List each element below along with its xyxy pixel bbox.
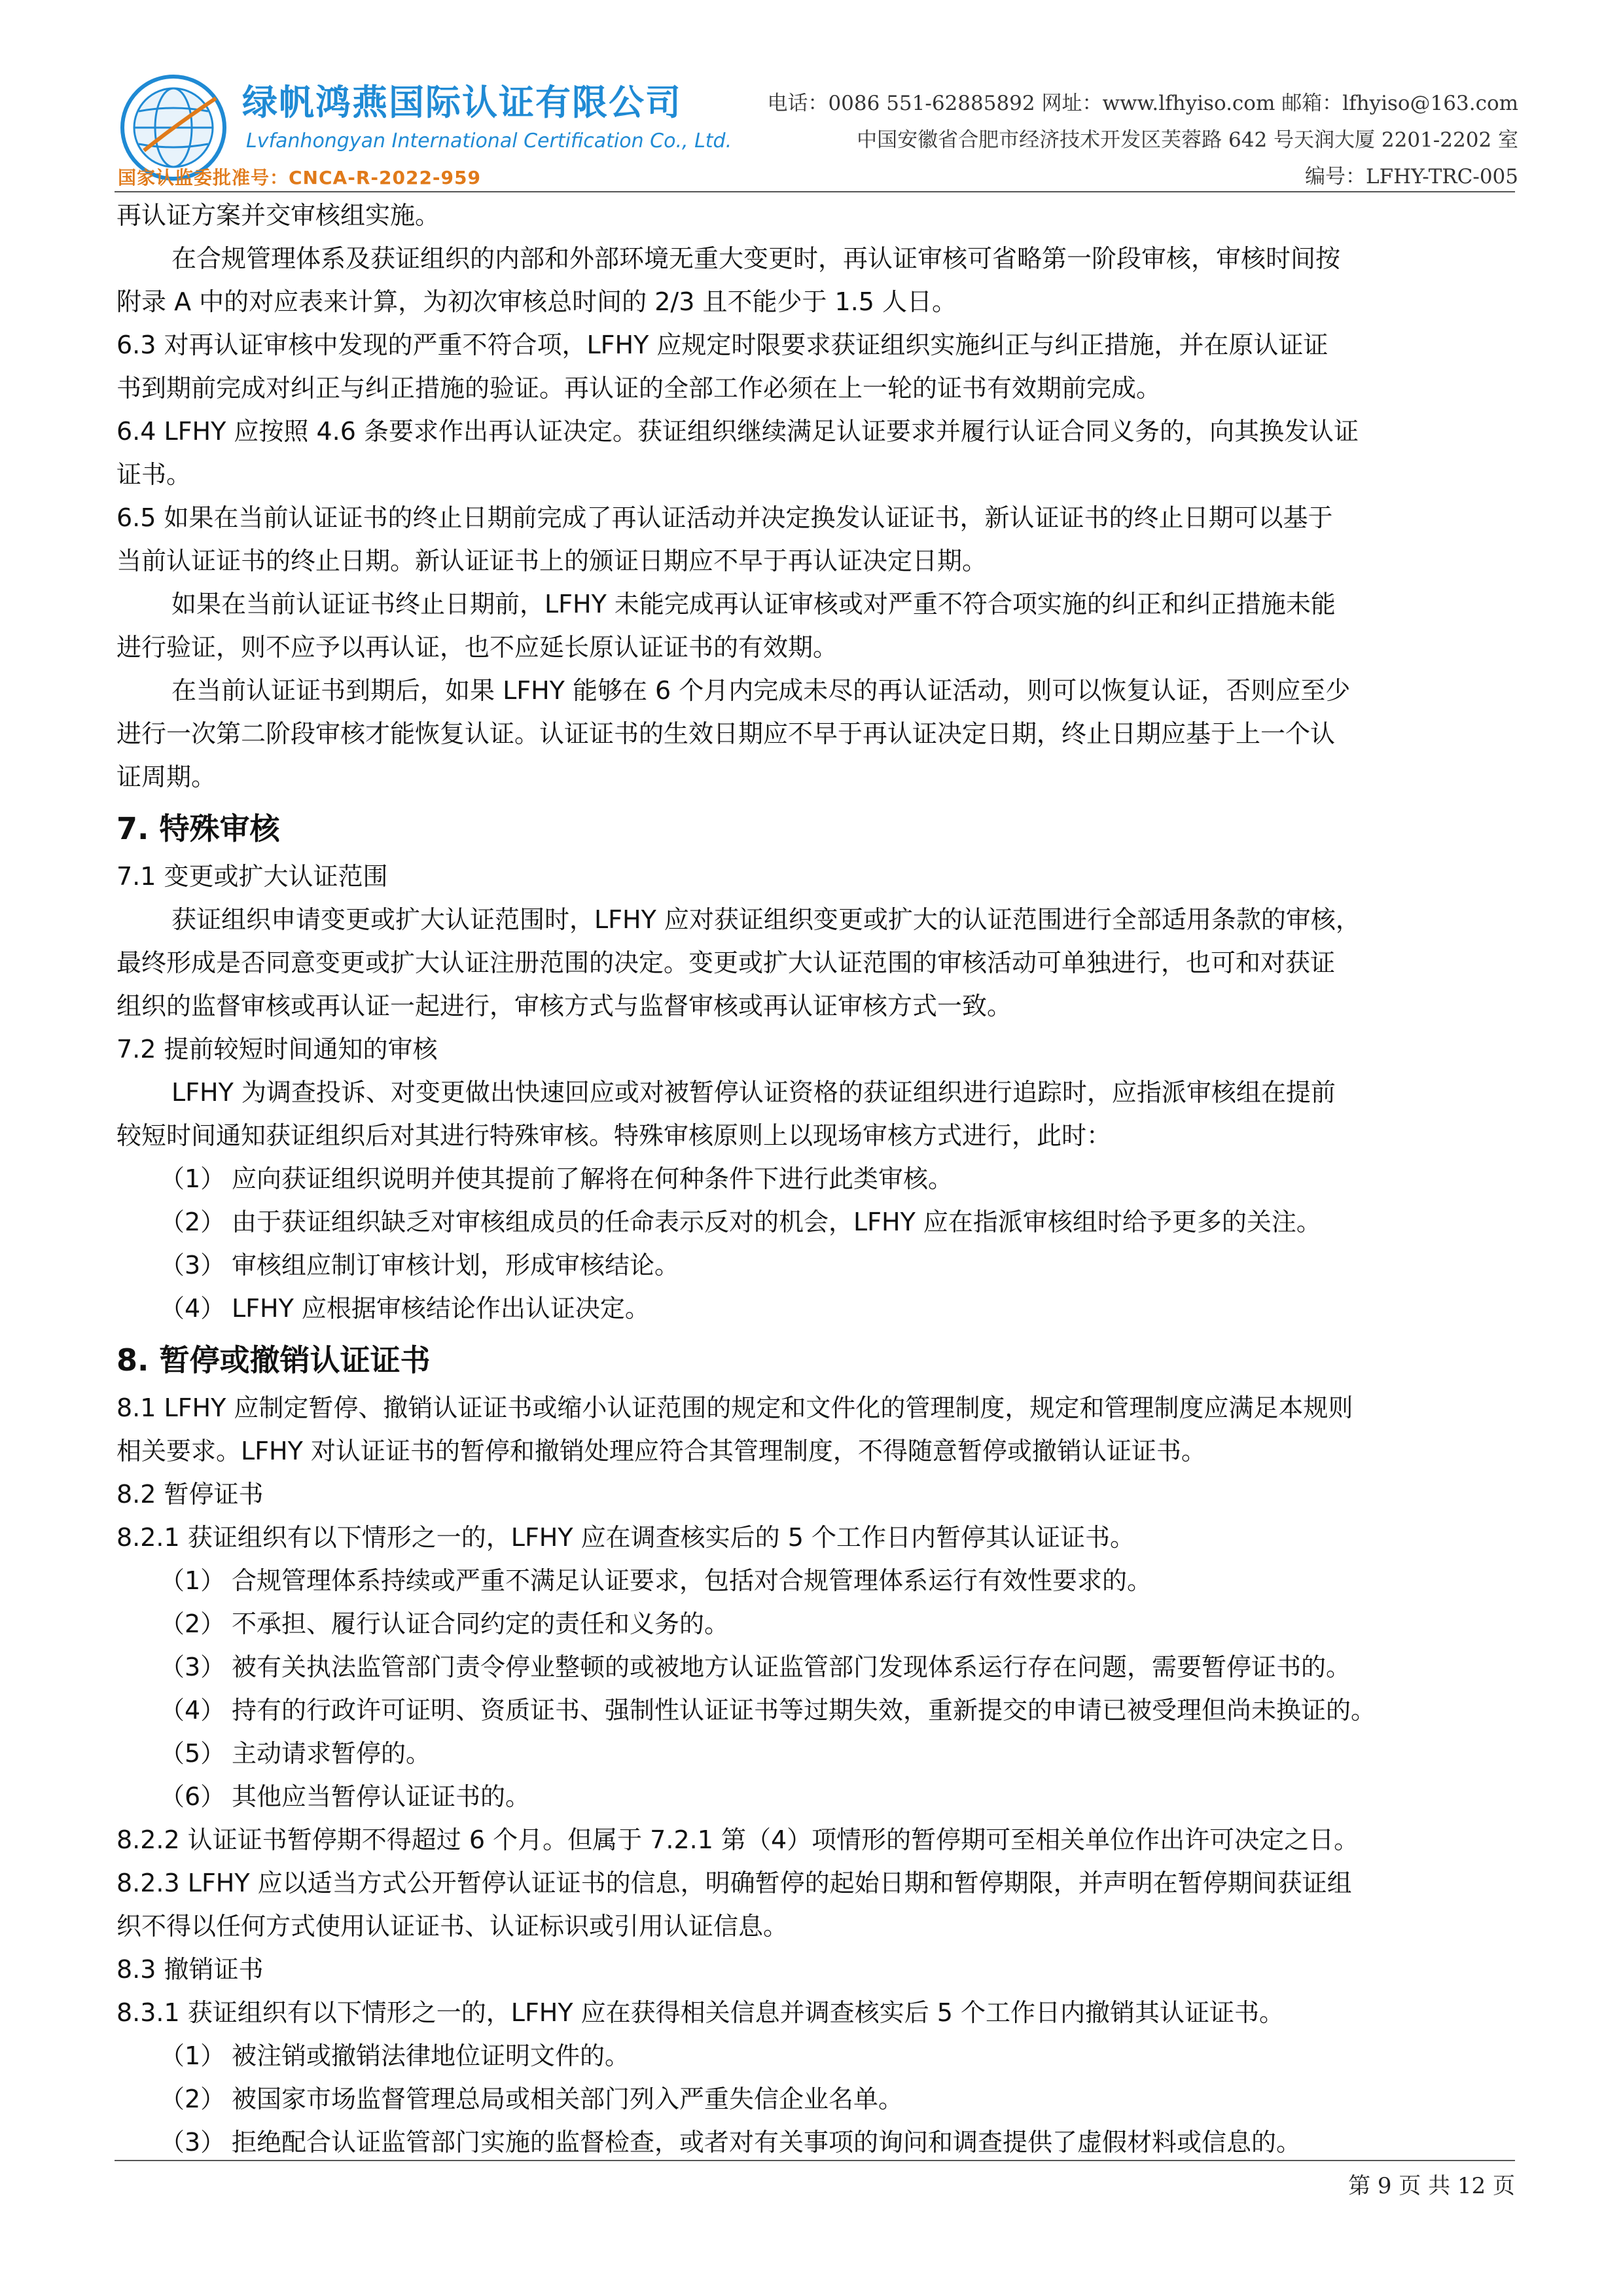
paragraph-line: 相关要求。LFHY 对认证证书的暂停和撤销处理应符合其管理制度，不得随意暂停或撤销认证证书。 <box>116 1437 1206 1465</box>
list-number: （2） <box>160 2085 226 2113</box>
document-number: 编号：LFHY-TRC-005 <box>1305 165 1518 188</box>
list-number: （2） <box>160 1208 226 1236</box>
list-number: （3） <box>160 1653 226 1681</box>
list-text: 持有的行政许可证明、资质证书、强制性认证证书等过期失效，重新提交的申请已被受理但尚未换证的。 <box>232 1696 1376 1725</box>
paragraph-line: 证书。 <box>116 460 192 489</box>
contact-block <box>767 85 1518 195</box>
paragraph-line: 织不得以任何方式使用认证证书、认证标识或引用认证信息。 <box>116 1912 789 1941</box>
list-item <box>116 1200 1517 1244</box>
subsection-heading-7-2: 7.2 提前较短时间通知的审核 <box>116 1035 438 1064</box>
header-divider <box>115 191 1515 192</box>
list-text: 应向获证组织说明并使其提前了解将在何种条件下进行此类审核。 <box>232 1164 954 1193</box>
clause-8-1: 8.1 LFHY 应制定暂停、撤销认证证书或缩小认证范围的规定和文件化的管理制度，规定和管理制度应满足本规则 <box>116 1393 1353 1422</box>
paragraph-line: 当前认证证书的终止日期。新认证证书上的颁证日期应不早于再认证决定日期。 <box>116 547 988 575</box>
list-text: LFHY 应根据审核结论作出认证决定。 <box>232 1294 650 1323</box>
list-text: 其他应当暂停认证证书的。 <box>232 1782 531 1811</box>
list-text: 被注销或撤销法律地位证明文件的。 <box>232 2041 630 2070</box>
clause-6-5: 6.5 如果在当前认证证书的终止日期前完成了再认证活动并决定换发认证证书，新认证证书的终止日期可以基于 <box>116 503 1333 532</box>
clause-8-3-1: 8.3.1 获证组织有以下情形之一的，LFHY 应在获得相关信息并调查核实后 5 个工作日内撤销其认证证书。 <box>116 1998 1285 2027</box>
company-name-en: Lvfanhongyan International Certification Co., Ltd. <box>246 130 732 152</box>
list-item <box>116 1732 1517 1775</box>
clause-8-2-2: 8.2.2 认证证书暂停期不得超过 6 个月。但属于 7.2.1 第（4）项情形的暂停期可至相关单位作出许可决定之日。 <box>116 1825 1359 1854</box>
list-item <box>116 1559 1517 1602</box>
subsection-heading-7-1: 7.1 变更或扩大认证范围 <box>116 862 388 891</box>
contact-line: 电话：0086 551-62885892 网址：www.lfhyiso.com 邮箱：lfhyiso@163.com <box>767 92 1518 115</box>
section-heading-7: 7. 特殊审核 <box>116 811 280 846</box>
paragraph-line: LFHY 为调查投诉、对变更做出快速回应或对被暂停认证资格的获证组织进行追踪时，应指派审核组在提前 <box>171 1078 1336 1107</box>
list-text: 审核组应制订审核计划，形成审核结论。 <box>232 1251 680 1280</box>
list-number: （5） <box>160 1739 226 1768</box>
list-number: （3） <box>160 2128 226 2157</box>
list-item <box>116 1775 1517 1818</box>
list-number: （1） <box>160 1566 226 1595</box>
paragraph-line: 组织的监督审核或再认证一起进行，审核方式与监督审核或再认证审核方式一致。 <box>116 992 1012 1020</box>
list-item <box>116 2077 1517 2121</box>
section-heading-8: 8. 暂停或撤销认证证书 <box>116 1342 431 1378</box>
list-text: 合规管理体系持续或严重不满足认证要求，包括对合规管理体系运行有效性要求的。 <box>232 1566 1152 1595</box>
paragraph-line: 进行验证，则不应予以再认证，也不应延长原认证证书的有效期。 <box>116 633 838 662</box>
paragraph-line: 在合规管理体系及获证组织的内部和外部环境无重大变更时，再认证审核可省略第一阶段审核，审核时间按 <box>171 244 1341 273</box>
subsection-heading-8-3: 8.3 撤销证书 <box>116 1955 264 1984</box>
paragraph-line: 在当前认证证书到期后，如果 LFHY 能够在 6 个月内完成未尽的再认证活动，则可以恢复认证，否则应至少 <box>171 676 1351 705</box>
list-number: （4） <box>160 1294 226 1323</box>
subsection-heading-8-2: 8.2 暂停证书 <box>116 1480 264 1509</box>
clause-6-4: 6.4 LFHY 应按照 4.6 条要求作出再认证决定。获证组织继续满足认证要求并履行认证合同义务的，向其换发认证 <box>116 417 1359 446</box>
list-text: 由于获证组织缺乏对审核组成员的任命表示反对的机会，LFHY 应在指派审核组时给予更多的关注。 <box>232 1208 1321 1236</box>
company-name-cn: 绿帆鸿燕国际认证有限公司 <box>242 82 682 123</box>
paragraph-line: 进行一次第二阶段审核才能恢复认证。认证证书的生效日期应不早于再认证决定日期，终止日期应基于上一个认 <box>116 719 1336 748</box>
clause-8-2-3: 8.2.3 LFHY 应以适当方式公开暂停认证证书的信息，明确暂停的起始日期和暂停期限，并声明在暂停期间获证组 <box>116 1869 1352 1897</box>
page-header <box>118 65 1518 190</box>
list-number: （3） <box>160 1251 226 1280</box>
document-body <box>116 194 1517 2164</box>
list-number: （4） <box>160 1696 226 1725</box>
list-number: （6） <box>160 1782 226 1811</box>
list-item <box>116 1645 1517 1689</box>
list-item <box>116 2121 1517 2164</box>
paragraph-line: 较短时间通知获证组织后对其进行特殊审核。特殊审核原则上以现场审核方式进行，此时： <box>116 1121 1112 1150</box>
list-number: （1） <box>160 1164 226 1193</box>
list-text: 被有关执法监管部门责令停业整顿的或被地方认证监管部门发现体系运行存在问题，需要暂停证书的。 <box>232 1653 1351 1681</box>
page-number: 第 9 页 共 12 页 <box>1348 2173 1515 2199</box>
paragraph-line: 获证组织申请变更或扩大认证范围时，LFHY 应对获证组织变更或扩大的认证范围进行全部适用条款的审核， <box>171 905 1361 934</box>
list-item <box>116 1602 1517 1645</box>
list-text: 主动请求暂停的。 <box>232 1739 431 1768</box>
list-item <box>116 1287 1517 1330</box>
approval-number: 国家认监委批准号：CNCA-R-2022-959 <box>118 167 482 188</box>
list-number: （2） <box>160 1609 226 1638</box>
list-item <box>116 2034 1517 2077</box>
list-text: 拒绝配合认证监管部门实施的监督检查，或者对有关事项的询问和调查提供了虚假材料或信息的。 <box>232 2128 1302 2157</box>
clause-6-3: 6.3 对再认证审核中发现的严重不符合项，LFHY 应规定时限要求获证组织实施纠正与纠正措施，并在原认证证 <box>116 331 1329 359</box>
list-item <box>116 1244 1517 1287</box>
clause-8-2-1: 8.2.1 获证组织有以下情形之一的，LFHY 应在调查核实后的 5 个工作日内暂停其认证证书。 <box>116 1523 1135 1552</box>
company-logo <box>118 65 785 190</box>
paragraph-line: 证周期。 <box>116 762 217 791</box>
list-item <box>116 1157 1517 1200</box>
list-number: （1） <box>160 2041 226 2070</box>
address-line: 中国安徽省合肥市经济技术开发区芙蓉路 642 号天润大厦 2201-2202 室 <box>857 128 1518 152</box>
list-text: 被国家市场监督管理总局或相关部门列入严重失信企业名单。 <box>232 2085 904 2113</box>
paragraph-line: 再认证方案并交审核组实施。 <box>116 201 440 230</box>
list-text: 不承担、履行认证合同约定的责任和义务的。 <box>232 1609 730 1638</box>
paragraph-line: 书到期前完成对纠正与纠正措施的验证。再认证的全部工作必须在上一轮的证书有效期前完成。 <box>116 374 1162 403</box>
footer-divider <box>115 2160 1515 2161</box>
paragraph-line: 附录 A 中的对应表来计算，为初次审核总时间的 2/3 且不能少于 1.5 人日。 <box>116 287 957 316</box>
list-item <box>116 1689 1517 1732</box>
paragraph-line: 最终形成是否同意变更或扩大认证注册范围的决定。变更或扩大认证范围的审核活动可单独进行，也可和对获证 <box>116 948 1336 977</box>
paragraph-line: 如果在当前认证证书终止日期前，LFHY 未能完成再认证审核或对严重不符合项实施的纠正和纠正措施未能 <box>171 590 1336 619</box>
